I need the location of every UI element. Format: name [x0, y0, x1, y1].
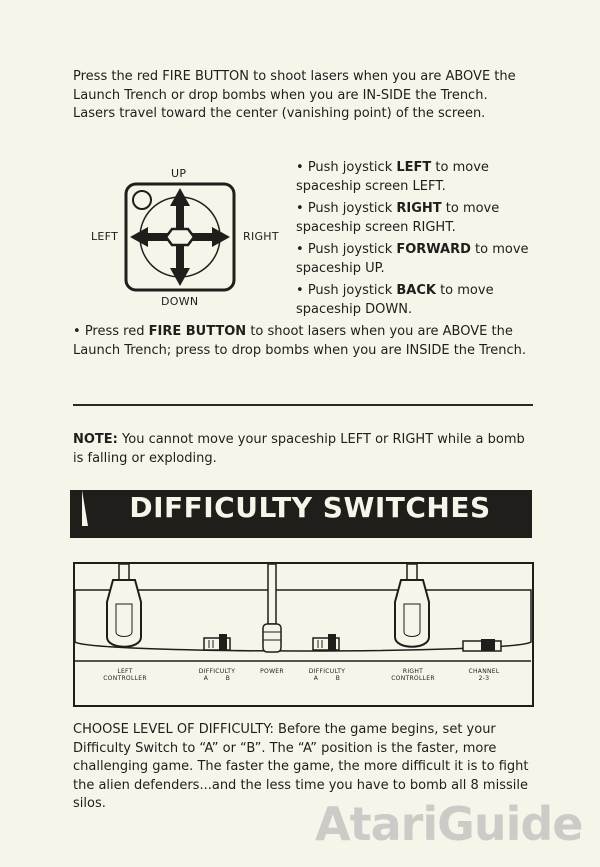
- joystick-up-label: UP: [171, 167, 187, 180]
- right-controller-label: RIGHT CONTROLLER: [391, 668, 435, 682]
- watermark-logo: AtariGuide: [315, 797, 583, 851]
- joystick-right-label: RIGHT: [243, 230, 279, 243]
- channel-label: CHANNEL 2-3: [468, 668, 500, 682]
- difficulty-b-label: DIFFICULTY A B: [308, 668, 346, 682]
- power-label: POWER: [260, 668, 284, 675]
- section-title: DIFFICULTY SWITCHES: [129, 491, 491, 524]
- bullet-forward: • Push joystick FORWARD to move spaceship UP.: [296, 242, 529, 276]
- bullet-back: • Push joystick BACK to move spaceship DOWN.: [296, 283, 494, 317]
- console-illustration: [73, 562, 534, 707]
- bullet-left: • Push joystick LEFT to move spaceship screen LEFT.: [296, 160, 489, 194]
- console-diagram: [73, 562, 534, 707]
- joystick-down-label: DOWN: [161, 295, 199, 308]
- joystick-icon: [124, 182, 236, 292]
- joystick-diagram: [85, 160, 290, 315]
- fire-button-paragraph: • Press red FIRE BUTTON to shoot lasers when you are ABOVE the Launch Trench; press to drop bombs when you are INSIDE the Trench.: [73, 324, 527, 358]
- difficulty-paragraph: CHOOSE LEVEL OF DIFFICULTY: Before the game begins, set your Difficulty Switch to “A” or “B”. The “A” position is the faster, more challenging game. The faster the game, the more difficult it is to fight the alien defenders...and the less time you have to bomb all 8 missile silos.: [73, 722, 529, 811]
- note-paragraph: NOTE: You cannot move your spaceship LEFT or RIGHT while a bomb is falling or exploding.: [73, 432, 525, 466]
- joystick-left-label: LEFT: [91, 230, 119, 243]
- channel-switch-icon: [463, 639, 501, 651]
- left-controller-label: LEFT CONTROLLER: [103, 668, 147, 682]
- section-banner: [70, 490, 532, 538]
- section-divider: [73, 404, 533, 406]
- intro-paragraph: Press the red FIRE BUTTON to shoot lasers when you are ABOVE the Launch Trench or drop bombs when you are IN-SIDE the Trench. Lasers travel toward the center (vanishing point) of the screen.: [73, 69, 516, 121]
- bullet-right: • Push joystick RIGHT to move spaceship screen RIGHT.: [296, 201, 500, 235]
- joystick-instructions: [296, 159, 536, 323]
- difficulty-a-label: DIFFICULTY A B: [198, 668, 236, 682]
